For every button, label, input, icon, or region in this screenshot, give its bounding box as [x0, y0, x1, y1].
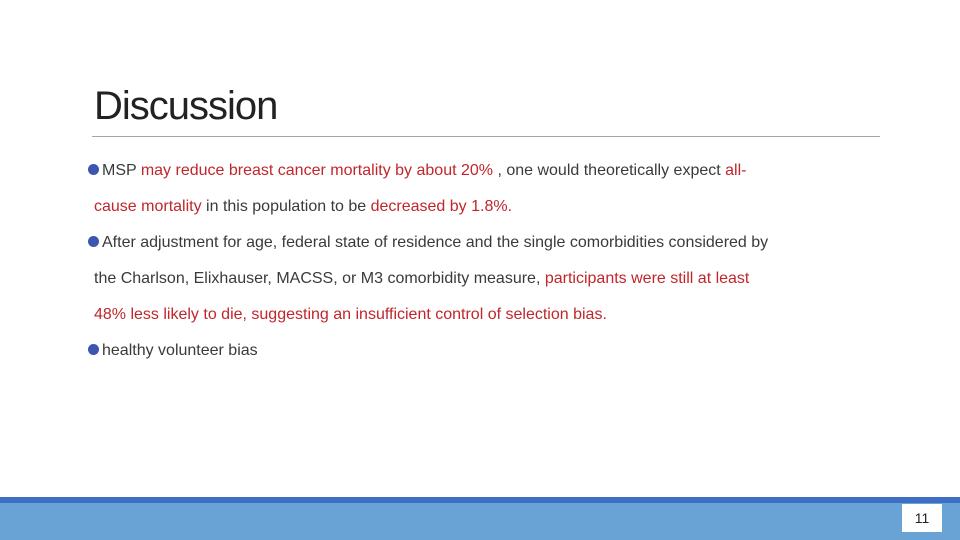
footer-band [0, 503, 960, 540]
slide-title: Discussion [94, 84, 278, 128]
bullet-1-line-1 [88, 161, 746, 181]
bullet-text: in this population to be [201, 198, 371, 215]
bullet-3-line-1 [88, 341, 258, 361]
bullet-2-line-3 [94, 305, 607, 325]
bullet-text: , one would theoretically expect [493, 162, 726, 179]
bullet-text: After adjustment for age, federal state of residence and the single comorbidities considered by [102, 234, 769, 251]
bullet-text: MSP [102, 162, 141, 179]
page-number: 11 [902, 504, 942, 532]
highlighted-text: 48% less likely to die, suggesting an insufficient control of selection bias. [94, 306, 607, 323]
title-divider [92, 136, 880, 137]
bullet-text: healthy volunteer bias [102, 342, 258, 359]
bullet-dot-icon [88, 236, 99, 247]
bullet-2-line-1 [88, 233, 768, 253]
highlighted-text: may reduce breast cancer mortality by about 20% [140, 162, 493, 179]
bullet-dot-icon [88, 344, 99, 355]
bullet-dot-icon [88, 164, 99, 175]
highlighted-text: decreased by 1.8%. [370, 198, 513, 215]
bullet-1-line-2 [94, 197, 512, 217]
highlighted-text: participants were still at least [544, 270, 750, 287]
bullet-text: the Charlson, Elixhauser, MACSS, or M3 comorbidity measure, [94, 270, 545, 287]
bullet-2-line-2 [94, 269, 749, 289]
highlighted-text: all- [725, 162, 747, 179]
highlighted-text: cause mortality [94, 198, 202, 215]
